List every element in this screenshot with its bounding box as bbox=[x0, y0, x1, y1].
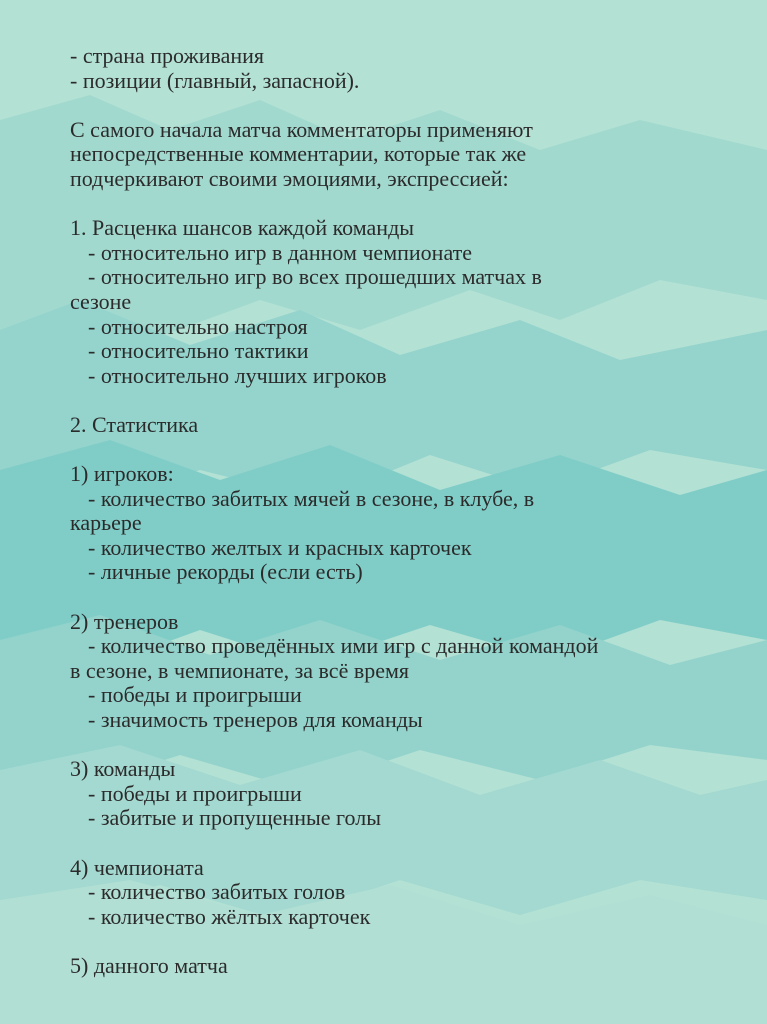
text-line: 4) чемпионата bbox=[70, 854, 204, 880]
text-line: в сезоне, в чемпионате, за всё время bbox=[70, 657, 410, 683]
text-line: - относительно игр в данном чемпионате bbox=[88, 239, 473, 265]
text-line: - количество проведённых ими игр с данной командой bbox=[88, 633, 599, 659]
text-line: 1) игроков: bbox=[70, 461, 174, 487]
text-line: сезоне bbox=[70, 288, 132, 314]
blank-line bbox=[70, 733, 750, 758]
text-line: - относительно игр во всех прошедших матчах в bbox=[88, 264, 542, 290]
text-line: - позиции (главный, запасной). bbox=[70, 67, 360, 93]
blank-line bbox=[70, 192, 750, 217]
text-line: - относительно настроя bbox=[88, 313, 308, 339]
text-line: 5) данного матча bbox=[70, 952, 228, 978]
slide-text-body bbox=[70, 44, 750, 979]
text-line: 3) команды bbox=[70, 756, 176, 782]
blank-line bbox=[70, 831, 750, 856]
blank-line bbox=[70, 388, 750, 413]
text-line: - количество желтых и красных карточек bbox=[88, 534, 472, 560]
text-line: - относительно тактики bbox=[88, 338, 309, 364]
blank-line bbox=[70, 585, 750, 610]
text-line: - победы и проигрыши bbox=[88, 780, 302, 806]
text-line: - личные рекорды (если есть) bbox=[88, 559, 363, 585]
text-line: - количество жёлтых карточек bbox=[88, 903, 371, 929]
blank-line bbox=[70, 438, 750, 463]
text-line: - количество забитых голов bbox=[88, 879, 346, 905]
text-line: - забитые и пропущенные голы bbox=[88, 805, 381, 831]
text-line: 1. Расценка шансов каждой команды bbox=[70, 215, 415, 241]
text-line: карьере bbox=[70, 510, 142, 536]
text-line: - победы и проигрыши bbox=[88, 682, 302, 708]
text-line: - относительно лучших игроков bbox=[88, 362, 387, 388]
text-line: - значимость тренеров для команды bbox=[88, 707, 423, 733]
text-line: - количество забитых мячей в сезоне, в клубе, в bbox=[88, 485, 535, 511]
text-line: непосредственные комментарии, которые так же bbox=[70, 141, 527, 167]
text-line: 2) тренеров bbox=[70, 608, 179, 634]
text-line: С самого начала матча комментаторы применяют bbox=[70, 116, 533, 142]
text-line: 2. Статистика bbox=[70, 411, 199, 437]
text-line: - страна проживания bbox=[70, 43, 265, 68]
text-line: подчеркивают своими эмоциями, экспрессией: bbox=[70, 165, 509, 191]
blank-line bbox=[70, 929, 750, 954]
blank-line bbox=[70, 93, 750, 118]
